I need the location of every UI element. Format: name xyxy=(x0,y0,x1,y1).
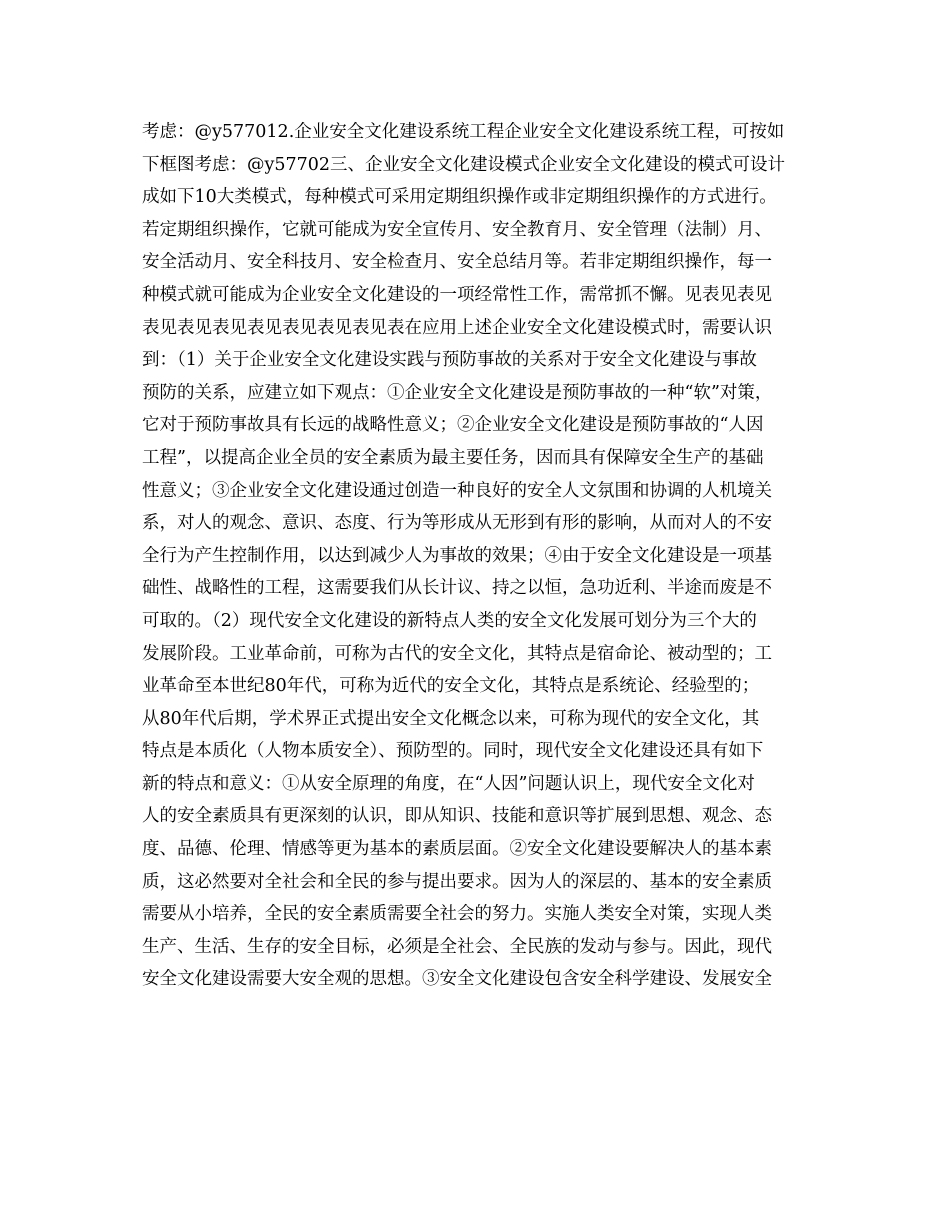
text-line: 可取的。（2）现代安全文化建设的新特点人类的安全文化发展可划分为三个大的 xyxy=(142,610,757,631)
text-line: 从80年代后期，学术界正式提出安全文化概念以来，可称为现代的安全文化，其 xyxy=(142,708,760,729)
text-line: 全行为产生控制作用，以达到减少人为事故的效果；④由于安全文化建设是一项基 xyxy=(142,545,772,566)
text-line: 人的安全素质具有更深刻的认识，即从知识、技能和意识等扩展到思想、观念、态 xyxy=(142,806,772,827)
text-line: 性意义；③企业安全文化建设通过创造一种良好的安全人文氛围和协调的人机境关 xyxy=(142,480,772,501)
text-line: 工程”，以提高企业全员的安全素质为最主要任务，因而具有保障安全生产的基础 xyxy=(142,447,764,468)
text-line: 业革命至本世纪80年代，可称为近代的安全文化，其特点是系统论、经验型的； xyxy=(142,676,760,697)
text-line: 特点是本质化（人物本质安全）、预防型的。同时，现代安全文化建设还具有如下 xyxy=(142,741,764,762)
text-line: 种模式就可能成为企业安全文化建设的一项经常性工作，需常抓不懈。见表见表见 xyxy=(142,284,772,305)
text-line: 发展阶段。工业革命前，可称为古代的安全文化，其特点是宿命论、被动型的；工 xyxy=(142,643,772,664)
text-line: 系，对人的观念、意识、态度、行为等形成从无形到有形的影响，从而对人的不安 xyxy=(142,513,772,534)
text-line: 生产、生活、生存的安全目标，必须是全社会、全民族的发动与参与。因此，现代 xyxy=(142,936,772,957)
text-line: 到：（1）关于企业安全文化建设实践与预防事故的关系对于安全文化建设与事故 xyxy=(142,350,757,371)
text-line: 安全活动月、安全科技月、安全检查月、安全总结月等。若非定期组织操作，每一 xyxy=(142,252,772,273)
text-line: 成如下10大类模式，每种模式可采用定期组织操作或非定期组织操作的方式进行。 xyxy=(142,187,777,208)
text-line: 预防的关系，应建立如下观点：①企业安全文化建设是预防事故的一种“软”对策， xyxy=(142,382,773,403)
text-line: 它对于预防事故具有长远的战略性意义；②企业安全文化建设是预防事故的“人因 xyxy=(142,415,764,436)
text-line: 础性、战略性的工程，这需要我们从长计议、持之以恒，急功近利、半途而废是不 xyxy=(142,578,772,599)
body-text xyxy=(142,116,822,996)
text-line: 下框图考虑：@y57702三、企业安全文化建设模式企业安全文化建设的模式可设计 xyxy=(142,154,786,175)
text-line: 度、品德、伦理、情感等更为基本的素质层面。②安全文化建设要解决人的基本素 xyxy=(142,839,772,860)
text-line: 质，这必然要对全社会和全民的参与提出要求。因为人的深层的、基本的安全素质 xyxy=(142,871,772,892)
text-line: 新的特点和意义：①从安全原理的角度，在“人因”问题认识上，现代安全文化对 xyxy=(142,773,755,794)
text-line: 安全文化建设需要大安全观的思想。③安全文化建设包含安全科学建设、发展安全 xyxy=(142,969,772,990)
text-line: 需要从小培养，全民的安全素质需要全社会的努力。实施人类安全对策，实现人类 xyxy=(142,904,772,925)
text-line: 考虑：@y577012.企业安全文化建设系统工程企业安全文化建设系统工程，可按如 xyxy=(142,122,785,142)
text-line: 表见表见表见表见表见表见表见表在应用上述企业安全文化建设模式时，需要认识 xyxy=(142,317,772,338)
text-line: 若定期组织操作，它就可能成为安全宣传月、安全教育月、安全管理（法制）月、 xyxy=(142,219,772,240)
